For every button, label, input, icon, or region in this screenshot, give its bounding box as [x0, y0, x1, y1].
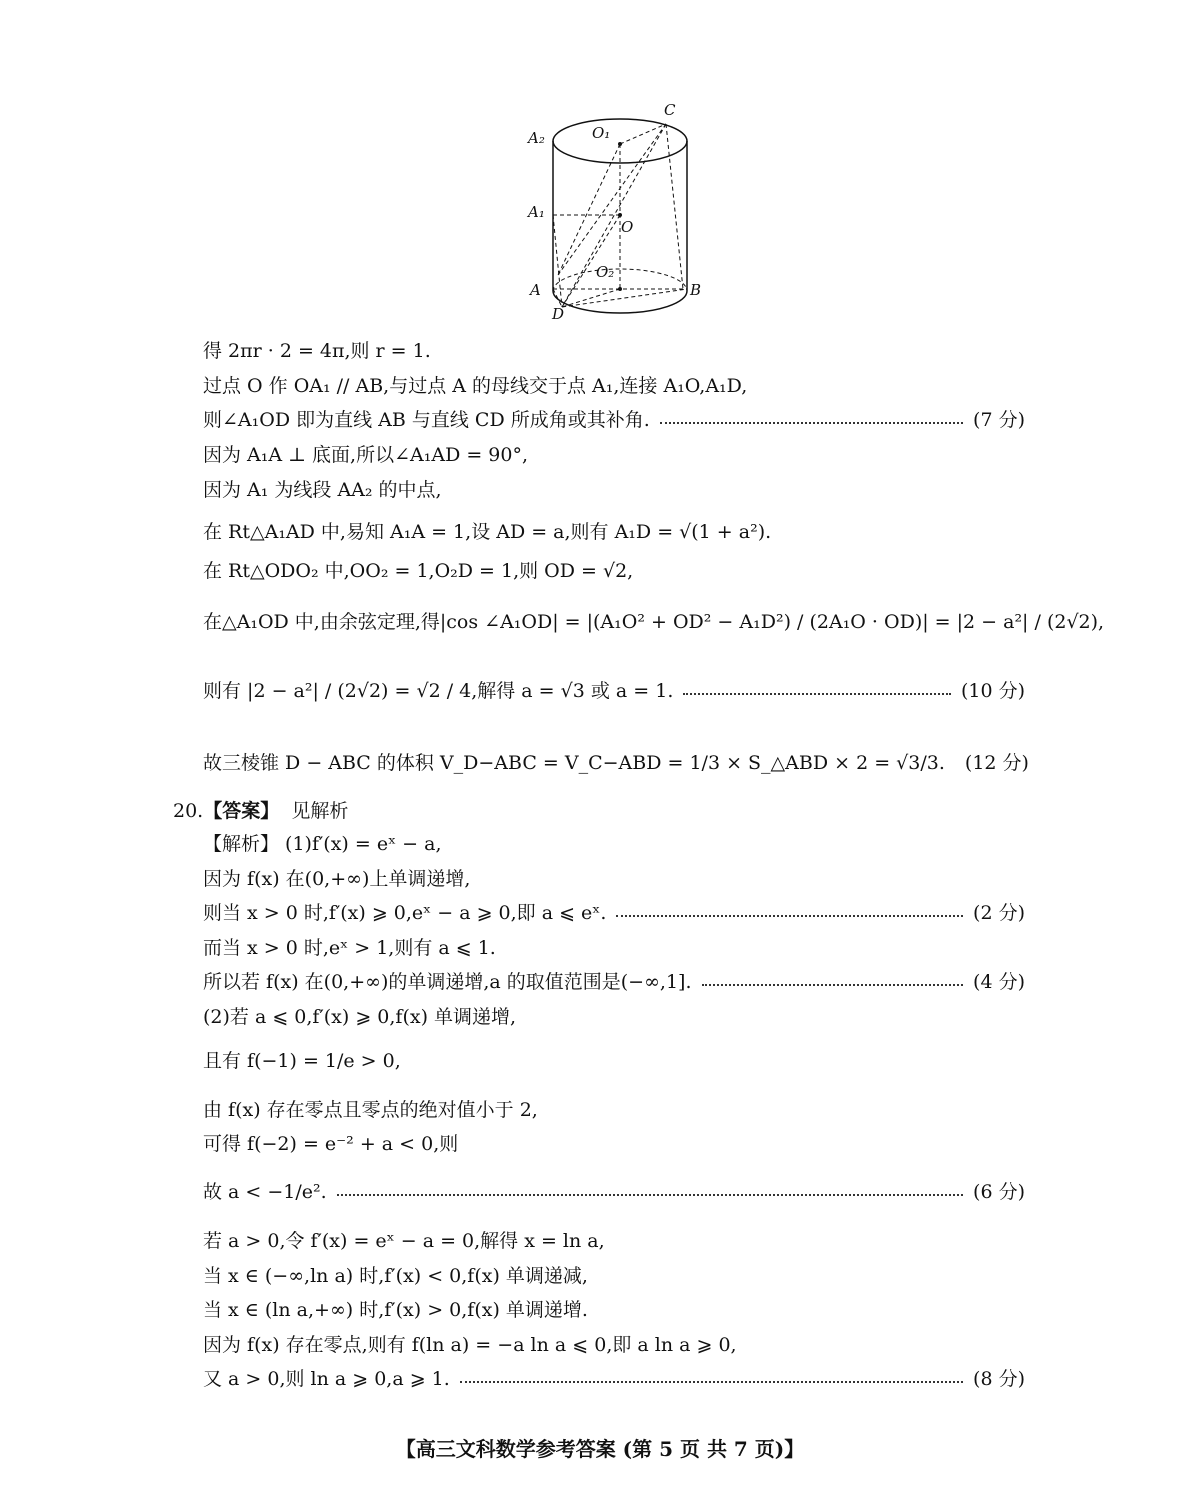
dot-leader: [683, 693, 951, 695]
dot-leader: [702, 984, 964, 986]
solution-line: 过点 O 作 OA₁ // AB,与过点 A 的母线交于点 A₁,连接 A₁O,A₁D,: [203, 375, 748, 397]
line-O1-C: [620, 124, 666, 144]
line-A1-D: [553, 215, 562, 307]
line-text: 则∠A₁OD 即为直线 AB 与直线 CD 所成角或其补角.: [203, 409, 650, 431]
bottom-ellipse-front: [553, 291, 687, 313]
question-number: 20.: [173, 800, 204, 822]
label-O: O: [621, 218, 634, 236]
solution-line: 因为 A₁ 为线段 AA₂ 的中点,: [203, 479, 442, 501]
score: (8 分): [973, 1368, 1025, 1390]
label-C: C: [664, 101, 676, 119]
question-20-header: [173, 796, 348, 826]
page-footer: 【高三文科数学参考答案 (第 5 页 共 7 页)】: [395, 1437, 805, 1461]
score: (6 分): [973, 1181, 1025, 1203]
solution-line-scored: [203, 967, 1025, 997]
solution-line: 在△A₁OD 中,由余弦定理,得|cos ∠A₁OD| = |(A₁O² + OD² − A₁D²) / (2A₁O · OD)| = |2 − a²| / (2√2),: [203, 611, 1105, 633]
line-text: 则有 |2 − a²| / (2√2) = √2 / 4,解得 a = √3 或 a = 1.: [203, 680, 674, 702]
solution-line: 得 2πr · 2 = 4π,则 r = 1.: [203, 340, 431, 362]
line-text: 又 a > 0,则 ln a ⩾ 0,a ⩾ 1.: [203, 1368, 450, 1390]
label-A1: A₁: [528, 203, 545, 221]
solution-line: 因为 f(x) 在(0,+∞)上单调递增,: [203, 868, 471, 890]
solution-line: 因为 f(x) 存在零点,则有 f(ln a) = −a ln a ⩽ 0,即 a ln a ⩾ 0,: [203, 1334, 737, 1356]
score: (4 分): [973, 971, 1025, 993]
solution-line-scored: [203, 676, 1025, 706]
solution-line: 当 x ∈ (ln a,+∞) 时,f′(x) > 0,f(x) 单调递增.: [203, 1299, 588, 1321]
answer-tag: 【答案】: [203, 800, 280, 822]
label-O2: O₂: [596, 263, 615, 281]
solution-line: 在 Rt△ODO₂ 中,OO₂ = 1,O₂D = 1,则 OD = √2,: [203, 560, 634, 582]
solution-line: 在 Rt△A₁AD 中,易知 A₁A = 1,设 AD = a,则有 A₁D = √(1 + a²).: [203, 521, 772, 543]
score: (12 分): [964, 752, 1029, 774]
solution-line-scored: [203, 898, 1025, 928]
solution-line: 且有 f(−1) = 1/e > 0,: [203, 1050, 401, 1072]
solution-line-scored: [203, 405, 1025, 435]
score: (7 分): [973, 409, 1025, 431]
line-text: 故 a < −1/e².: [203, 1181, 327, 1203]
label-D: D: [552, 305, 565, 323]
solution-line: 因为 A₁A ⊥ 底面,所以∠A₁AD = 90°,: [203, 444, 529, 466]
line-D-B: [562, 289, 687, 307]
solution-line: 【解析】 (1)f′(x) = eˣ − a,: [203, 833, 442, 855]
solution-line: 由 f(x) 存在零点且零点的绝对值小于 2,: [203, 1099, 538, 1121]
solution-line: 可得 f(−2) = e⁻² + a < 0,则: [203, 1133, 459, 1155]
solution-line: 当 x ∈ (−∞,ln a) 时,f′(x) < 0,f(x) 单调递减,: [203, 1265, 588, 1287]
solution-line-scored: [203, 748, 1029, 778]
label-A2: A₂: [528, 129, 545, 147]
dot-leader: [616, 915, 963, 917]
dot-leader: [660, 422, 963, 424]
line-text: 故三棱锥 D − ABC 的体积 V_D−ABC = V_C−ABD = 1/3 × S_△ABD × 2 = √3/3.: [203, 752, 945, 774]
line-text: 则当 x > 0 时,f′(x) ⩾ 0,eˣ − a ⩾ 0,即 a ⩽ eˣ.: [203, 902, 607, 924]
line-O1-A: [558, 144, 620, 275]
solution-line-scored: [203, 1364, 1025, 1394]
solution-line: 而当 x > 0 时,eˣ > 1,则有 a ⩽ 1.: [203, 937, 496, 959]
answer-text: 见解析: [291, 800, 349, 822]
label-A: A: [530, 281, 541, 299]
line-C-A: [558, 124, 666, 275]
dot-leader: [460, 1381, 963, 1383]
line-text: 所以若 f(x) 在(0,+∞)的单调递增,a 的取值范围是(−∞,1].: [203, 971, 692, 993]
label-B: B: [690, 281, 702, 299]
line-C-B: [666, 124, 683, 289]
solution-line-scored: [203, 1177, 1025, 1207]
label-O1: O₁: [592, 124, 611, 142]
cylinder-figure: [520, 95, 720, 325]
solution-line: 若 a > 0,令 f′(x) = eˣ − a = 0,解得 x = ln a,: [203, 1230, 605, 1252]
solution-line: (2)若 a ⩽ 0,f′(x) ⩾ 0,f(x) 单调递增,: [203, 1006, 517, 1028]
score: (10 分): [960, 680, 1025, 702]
score: (2 分): [973, 902, 1025, 924]
top-ellipse: [553, 119, 687, 163]
dot-leader: [337, 1194, 963, 1196]
